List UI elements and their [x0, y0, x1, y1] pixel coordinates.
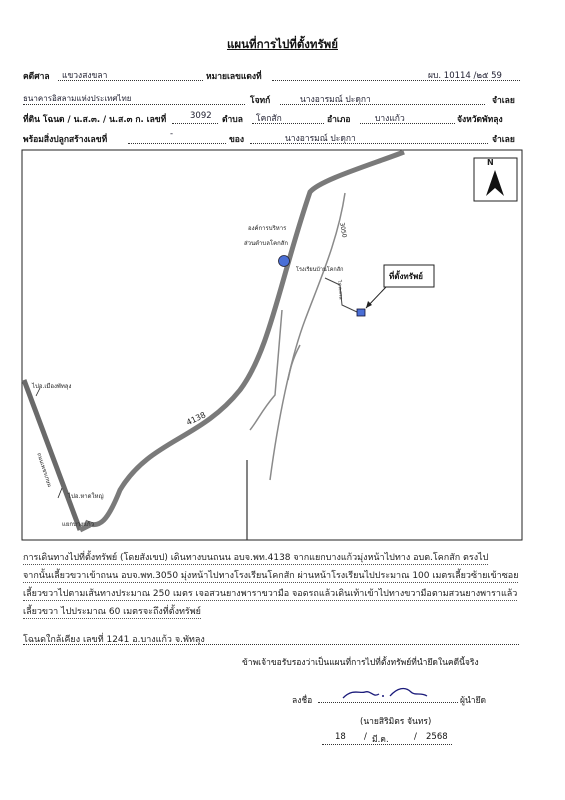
court-label: คดีศาล — [23, 72, 50, 82]
signer-name: (นายสิริมิตร จันทร) — [360, 717, 432, 727]
tambon-label: ตำบล — [222, 115, 243, 125]
date-month: มี.ค. — [372, 735, 389, 745]
certify-text: ข้าพเจ้าขอรับรองว่าเป็นแผนที่การไปที่ตั้งทรัพย์ที่นำยึดในคดีนี้จริง — [242, 658, 479, 668]
to-hatyai-label: ไปอ.หาดใหญ่ — [68, 493, 104, 500]
soi-label: ไป ต.สวน — [336, 280, 343, 300]
defendant-value: นางอารมณ์ ปะดุกา — [300, 95, 371, 105]
owner-value: นางอารมณ์ ปะดุกา — [285, 134, 356, 144]
province-label: จังหวัดพัทลุง — [457, 115, 503, 125]
admin-label-2: ส่วนตำบลโคกสัก — [244, 240, 289, 247]
amphoe-label: อำเภอ — [327, 115, 351, 125]
case-value: ผบ. 10114 /๒๕ 59 — [428, 71, 502, 81]
admin-office-marker — [279, 256, 290, 267]
building-value: - — [170, 129, 174, 139]
school-label: โรงเรียนบ้านโคกสัก — [296, 267, 344, 273]
land-no: 3092 — [190, 111, 212, 121]
sign-role: ผู้นำยึด — [460, 696, 487, 706]
signature-image — [335, 680, 445, 705]
junction-label: แยกบางแก้ว — [62, 521, 94, 528]
tambon-value: โคกสัก — [256, 114, 282, 124]
description-line-2: จากนั้นเลี้ยวขวาเข้าถนน อบจ.พท.3050 มุ่งหน้าไปทางโรงเรียนโคกสัก ผ่านหน้าโรงเรียนไปประมาณ 100 เมตรเลี้ยวซ้ายเข้าซอย — [23, 568, 518, 583]
case-label: หมายเลขแดงที่ — [206, 72, 262, 82]
property-label: ที่ตั้งทรัพย์ — [389, 272, 423, 281]
sign-label: ลงชื่อ — [292, 696, 313, 706]
building-label: พร้อมสิ่งปลูกสร้างเลขที่ — [23, 135, 108, 145]
road-4138 — [85, 152, 404, 525]
nearby-deed: โฉนดใกล้เคียง เลขที่ 1241 อ.บางแก้ว จ.พัทลุง — [23, 635, 205, 645]
date-year: 2568 — [426, 732, 448, 742]
description-line-1: การเดินทางไปที่ตั้งทรัพย์ (โดยสังเขป) เดินทางบนถนน อบจ.พท.4138 จากแยกบางแก้วมุ่งหน้าไปทาง อบต.โคกสัก ตรงไป — [23, 550, 488, 565]
date-day: 18 — [335, 732, 346, 742]
description-line-3: เลี้ยวขวาไปตามเส้นทางประมาณ 250 เมตร เจอสวนยางพาราขวามือ จอดรถแล้วเดินเท้าเข้าไปทางขวามือตามสวนยางพาราแล้ว — [23, 586, 517, 601]
description-line-4: เลี้ยวขวา ไปประมาณ 60 เมตรจะถึงที่ตั้งทรัพย์ — [23, 604, 201, 619]
road-3050-label: 3050 — [338, 222, 348, 239]
owner-label: ของ — [229, 135, 245, 145]
to-phatthalung-label: ไปอ.เมืองพัทลุง — [32, 383, 72, 390]
amphoe-value: บางแก้ว — [375, 114, 405, 124]
highway-label: ถนนเพชรเกษม — [35, 452, 53, 488]
plaintiff-value: ธนาคารอิสลามแห่งประเทศไทย — [23, 94, 132, 103]
admin-label-1: องค์การบริหาร — [248, 225, 287, 232]
road-left-highway — [24, 380, 80, 530]
defendant-label: จำเลย — [492, 96, 515, 106]
north-label: N — [487, 158, 494, 167]
property-marker — [357, 309, 365, 316]
page-title: แผนที่การไปที่ตั้งทรัพย์ — [226, 37, 338, 51]
land-label: ที่ดิน โฉนด / น.ส.๓. / น.ส.๓ ก. เลขที่ — [23, 115, 167, 125]
road-4138-label: 4138 — [185, 410, 208, 428]
court-value: แขวงสงขลา — [62, 71, 108, 81]
road-3050 — [270, 193, 345, 480]
role-label: จำเลย — [492, 135, 515, 145]
plaintiff-label: โจทก์ — [250, 96, 271, 106]
